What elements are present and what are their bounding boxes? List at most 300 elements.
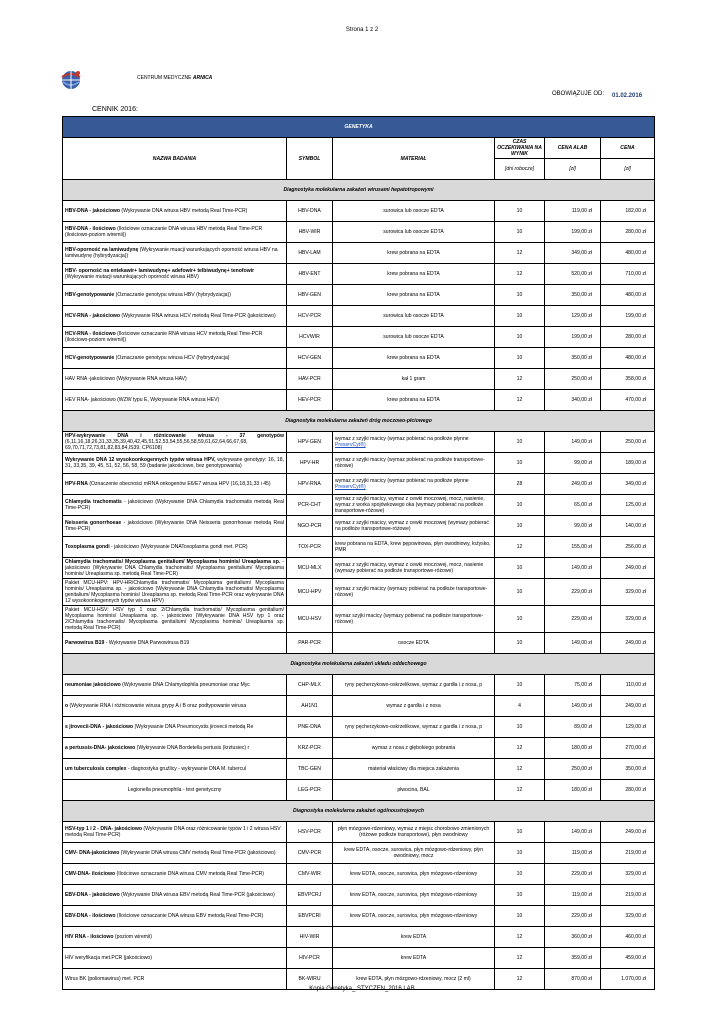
test-name-bold: EBV-DNA - jakościowo	[65, 892, 120, 898]
test-name-cell	[63, 696, 287, 717]
material-cell	[333, 948, 495, 969]
table-row	[63, 537, 655, 558]
symbol-cell: HCV-GEN	[287, 348, 333, 369]
test-name-bold: HBV- oporność na entekawir+ lamiwudynę+ adefowir+ telbiwudynę+ tenofowir	[65, 268, 255, 274]
price-cell: 480,00 zł	[601, 348, 655, 369]
test-name-bold: HPV-wykrywanie DNA i różnicowanie wirusa - 37 genotypów	[65, 433, 284, 439]
test-name-text: wykrywane genotypy: 16, 18, 31, 33,35, 39, 45, 51, 52, 56, 58, 59 (badanie jakościowe, bez genotypowania)	[65, 457, 285, 469]
price-alab-cell: 149,00 zł	[545, 432, 601, 453]
center-name-bold: ARNICA	[192, 75, 213, 81]
material-cell	[333, 474, 495, 495]
unit-alab: [zł]	[545, 159, 601, 180]
material-text: krew pobrana na EDTA	[387, 355, 440, 361]
material-cell	[333, 201, 495, 222]
material-text: wymaz z szyjki macicy (wymaz pobierać na podłoże płynne	[335, 478, 469, 484]
material-link: PreservCyt®)	[335, 484, 366, 490]
price-alab-cell: 359,00 zł	[545, 948, 601, 969]
test-name-bold: EBV-DNA - ilościowo	[65, 913, 116, 919]
wait-time-cell: 10	[495, 822, 545, 843]
price-cell: 280,00 zł	[601, 222, 655, 243]
material-cell	[333, 822, 495, 843]
test-name-cell	[63, 822, 287, 843]
col-price-header: CENA	[601, 138, 655, 159]
price-alab-cell: 149,00 zł	[545, 822, 601, 843]
section-title: Diagnostyka molekularna zakażeń dróg moczowo-płciowego	[63, 411, 655, 432]
price-alab-cell: 119,00 zł	[545, 885, 601, 906]
price-cell: 129,00 zł	[601, 717, 655, 738]
test-name-bold: CMV-DNA- ilościowo	[65, 871, 116, 877]
wait-time-cell: 12	[495, 969, 545, 990]
test-name-text: HIV weryfikacja met.PCR (jakościowo)	[65, 955, 152, 961]
material-text: wymaz z szyjki macicy (wymaz pobierać na podłoże płynne	[335, 436, 469, 442]
price-alab-cell: 155,00 zł	[545, 537, 601, 558]
test-name-cell	[63, 579, 287, 606]
price-cell: 280,00 zł	[601, 780, 655, 801]
valid-from-label: OBOWIĄZUJE OD:	[552, 91, 605, 97]
symbol-cell: HSV-PCR	[287, 822, 333, 843]
material-cell	[333, 243, 495, 264]
center-name	[137, 75, 212, 81]
price-alab-cell: 229,00 zł	[545, 606, 601, 633]
price-list-label: CENNIK 2016:	[92, 106, 138, 113]
material-cell	[333, 780, 495, 801]
material-cell	[333, 537, 495, 558]
page-footer: Kopia Genetyka_ STYCZEN_2016 LAB	[309, 986, 415, 992]
price-alab-cell: 199,00 zł	[545, 222, 601, 243]
symbol-cell: HCV-PCR	[287, 306, 333, 327]
price-cell: 249,00 zł	[601, 633, 655, 654]
symbol-cell: HBV-WIR	[287, 222, 333, 243]
symbol-cell: HIV-WIR	[287, 927, 333, 948]
wait-time-cell: 10	[495, 675, 545, 696]
test-name-cell	[63, 717, 287, 738]
test-name-text: (6,11,16,18,26,31,33,35,39,40,42,45,51,52,53,54,55,56,58,59,61,62,64,66,67,68, 69,70,71,72,73,81,82,83,84,IS39, CP6108)	[65, 439, 248, 451]
test-name-text: (Wykrywanie muacji warunkujących oporność wirusa HBV na lamiwudynę (hybrydyzacja))	[65, 247, 278, 259]
material-text: krew EDTA, osocze, surowica, płyn mózgowo-rdzeniowy	[349, 871, 478, 877]
test-name-cell	[63, 738, 287, 759]
test-name-bold: HPV-RNA	[65, 481, 88, 487]
material-text: wymaz z gardła i z nosa	[386, 703, 441, 709]
test-name-cell	[63, 675, 287, 696]
material-text: wymaz z szyjki macicy (wymaz pobierać na podłoże transportowe-różowe)	[335, 457, 485, 469]
material-cell	[333, 696, 495, 717]
test-name-bold: Chlamydia trachomatis/ Mycoplasma genitalium/ Mycoplasma hominis/ Ureaplasma sp.	[65, 559, 281, 565]
price-alab-cell: 75,00 zł	[545, 675, 601, 696]
price-cell: 480,00 zł	[601, 243, 655, 264]
price-alab-cell: 350,00 zł	[545, 348, 601, 369]
test-name-bold: HCV-RNA - jakościowo	[65, 313, 121, 319]
test-name-text: (Ilościowe oznaczanie DNA wirusa HBV metodą Real Time-PCR (ilościowo-poziom wiremii))	[65, 226, 263, 238]
section-row	[63, 801, 655, 822]
material-text: płwocina, BAL	[397, 787, 430, 793]
material-cell	[333, 675, 495, 696]
wait-time-cell: 12	[495, 369, 545, 390]
wait-time-cell: 10	[495, 579, 545, 606]
wait-time-cell: 10	[495, 222, 545, 243]
material-cell	[333, 579, 495, 606]
price-alab-cell: 149,00 zł	[545, 696, 601, 717]
price-cell: 270,00 zł	[601, 738, 655, 759]
test-name-text: (Wykrywanie DNA wirusa HBV metodą Real Time-PCR)	[120, 208, 248, 214]
symbol-cell: CMV-PCR	[287, 843, 333, 864]
table-row	[63, 306, 655, 327]
test-name-cell	[63, 285, 287, 306]
symbol-cell: CHP-MLX	[287, 675, 333, 696]
price-cell: 329,00 zł	[601, 579, 655, 606]
material-cell	[333, 369, 495, 390]
material-text: kał 1 gram	[401, 376, 426, 382]
col-name-header: NAZWA BADANIA	[63, 138, 287, 180]
test-name-cell	[63, 633, 287, 654]
symbol-cell: NGO-PCR	[287, 516, 333, 537]
test-name-bold: o	[65, 703, 69, 709]
table-row	[63, 738, 655, 759]
table-row	[63, 243, 655, 264]
table-row	[63, 606, 655, 633]
material-text: surowica lub osocze EDTA	[383, 229, 444, 235]
wait-time-cell: 10	[495, 453, 545, 474]
symbol-cell: TOX-PCR	[287, 537, 333, 558]
test-name-cell	[63, 201, 287, 222]
price-alab-cell: 149,00 zł	[545, 633, 601, 654]
center-prefix: CENTRUM MEDYCZNE	[137, 75, 192, 81]
wait-time-cell: 10	[495, 495, 545, 516]
test-name-text: Wirus BK (poliomawirus) met. PCR	[65, 976, 145, 982]
price-cell: 182,00 zł	[601, 201, 655, 222]
wait-time-cell: 10	[495, 201, 545, 222]
symbol-cell: HAV-PCR	[287, 369, 333, 390]
table-row	[63, 390, 655, 411]
section-row	[63, 180, 655, 201]
price-alab-cell: 180,00 zł	[545, 738, 601, 759]
table-row	[63, 675, 655, 696]
price-alab-cell: 99,00 zł	[545, 453, 601, 474]
material-link: PreservCyt®)	[335, 442, 366, 448]
table-title: GENETYKA	[63, 117, 655, 138]
test-name-text: - diagnostyka gruźlicy - wykrywanie DNA M. tubercul	[126, 766, 247, 772]
test-name-text: Pakiet MCU-HPV: HPV-HR/Chlamydia trachomatis/ Mycoplasma genitalium/ Mycoplasma hominis/ Ureaplasma sp. - jakościowo (Wykrywanie DNA Chlamydia trachomatis/ Mycoplasma genitalium/ Mycoplasma hominis/ Ureaplasma sp. metodą Real Time-PCR oraz wykrywanie DNA 12 wysokoonkogennych typów wirusa HPV)	[65, 580, 284, 604]
price-alab-cell: 99,00 zł	[545, 516, 601, 537]
test-name-text: (Wykrywanie DNA wirusa EBV metodą Real Time-PCR (jakościowo)	[119, 892, 275, 898]
material-cell	[333, 432, 495, 453]
table-row	[63, 948, 655, 969]
material-text: wymaz z szyjki macicy, wymaz z cewki moczowej, mocz, nasienie (wymazy pobierać na podłoże transportowe-różowe)	[335, 562, 484, 574]
test-name-bold: HSV-typ 1 i 2 - DNA- jakościowo	[65, 826, 142, 832]
arnica-logo	[58, 68, 84, 92]
price-alab-cell: 65,00 zł	[545, 495, 601, 516]
test-name-text: - jakościowo (Wykrywanie DNA Chlamydia trachomatis/ Mycoplasma genitalium/ Mycoplasma hominis/ Ureaplasma sp. metodą Real Time-PCR)	[65, 559, 284, 577]
symbol-cell: EBVPCRI	[287, 906, 333, 927]
page-number: Strona 1 z 2	[345, 27, 379, 33]
test-name-cell	[63, 906, 287, 927]
symbol-cell: HCVWIR	[287, 327, 333, 348]
material-cell	[333, 717, 495, 738]
test-name-cell	[63, 495, 287, 516]
test-name-cell	[63, 864, 287, 885]
test-name-cell	[63, 348, 287, 369]
material-cell	[333, 738, 495, 759]
valid-from-date: 01.02.2016	[612, 93, 643, 99]
wait-time-cell: 10	[495, 606, 545, 633]
price-cell: 710,00 zł	[601, 264, 655, 285]
wait-time-cell: 12	[495, 780, 545, 801]
test-name-cell	[63, 222, 287, 243]
test-name-cell	[63, 885, 287, 906]
wait-time-cell: 28	[495, 474, 545, 495]
material-text: krew pobrana na EDTA	[387, 250, 440, 256]
material-cell	[333, 264, 495, 285]
test-name-cell	[63, 516, 287, 537]
wait-time-cell: 12	[495, 738, 545, 759]
price-alab-cell: 229,00 zł	[545, 864, 601, 885]
symbol-cell: PCR-CHT	[287, 495, 333, 516]
material-cell	[333, 348, 495, 369]
wait-time-cell: 10	[495, 327, 545, 348]
test-name-bold: Neisseria gonorrhoeae	[65, 520, 122, 526]
material-cell	[333, 453, 495, 474]
wait-time-cell: 10	[495, 717, 545, 738]
wait-time-cell: 10	[495, 348, 545, 369]
symbol-cell: HPV-GEN	[287, 432, 333, 453]
test-name-text: (Wykrywanie DNA Pneumocystis jirovecii metodą Re	[133, 724, 254, 730]
test-name-text: (Wykrywanie RNA wirusa HCV metodą Real Time-PCR (jakościowo)	[120, 313, 276, 319]
test-name-cell	[63, 327, 287, 348]
test-name-text: Legionella pneumophila - test genetyczny	[127, 787, 222, 793]
table-row	[63, 696, 655, 717]
test-name-bold: CMV- DNA-jakościowo	[65, 850, 120, 856]
test-name-bold: Chlamydia trachomatis	[65, 499, 122, 505]
symbol-cell: HPV-RNA	[287, 474, 333, 495]
material-text: materiał właściwy dla miejsca zakażenia	[368, 766, 459, 772]
material-text: krew EDTA, osocze, surowica, płyn mózgowo-rdzeniowy	[349, 913, 478, 919]
price-cell: 125,00 zł	[601, 495, 655, 516]
test-name-cell	[63, 948, 287, 969]
material-cell	[333, 558, 495, 579]
test-name-bold: HCV-RNA - ilościowo	[65, 331, 116, 337]
material-text: wymaz szyjki macicy (wymazy pobierać na podłoże transportowe-różowe)	[335, 613, 484, 625]
test-name-cell	[63, 453, 287, 474]
table-row	[63, 264, 655, 285]
test-name-bold: Toxoplasma gondi	[65, 544, 110, 550]
price-cell: 249,00 zł	[601, 696, 655, 717]
symbol-cell: MCU-HSV	[287, 606, 333, 633]
test-name-text: (Wykrywanie DNA oraz różnicowanie typów 1 i 2 wirusa HSV metodą Real Time-PCR)	[65, 826, 281, 838]
section-row	[63, 411, 655, 432]
symbol-cell: HBV-GEN	[287, 285, 333, 306]
test-name-cell	[63, 306, 287, 327]
table-row	[63, 516, 655, 537]
wait-time-cell: 10	[495, 864, 545, 885]
symbol-cell: KRZ-PCR	[287, 738, 333, 759]
test-name-cell	[63, 432, 287, 453]
table-row	[63, 579, 655, 606]
price-alab-cell: 119,00 zł	[545, 201, 601, 222]
price-cell: 329,00 zł	[601, 906, 655, 927]
price-cell: 219,00 zł	[601, 843, 655, 864]
price-alab-cell: 349,00 zł	[545, 243, 601, 264]
material-cell	[333, 495, 495, 516]
test-name-text: (Wykrywanie DNA wirusa CMV metodą Real Time-PCR (jakościowo)	[119, 850, 276, 856]
price-cell: 140,00 zł	[601, 516, 655, 537]
price-cell: 358,00 zł	[601, 369, 655, 390]
table-row	[63, 558, 655, 579]
wait-time-cell: 12	[495, 948, 545, 969]
price-cell: 249,00 zł	[601, 822, 655, 843]
test-name-cell	[63, 390, 287, 411]
test-name-cell	[63, 927, 287, 948]
price-cell: 219,00 zł	[601, 885, 655, 906]
test-name-text: (Ilościowe oznaczanie DNA wirusa CMV metodą Real Time-PCR)	[115, 871, 264, 877]
material-text: krew EDTA, płyn mózgowo-rdzeniowy, mocz (2 ml)	[356, 976, 471, 982]
test-name-text: (Wykrywanie DNA Chlamydophila pneumoniae oraz Myc	[120, 682, 250, 688]
test-name-cell	[63, 474, 287, 495]
test-name-cell	[63, 243, 287, 264]
material-text: wymaz z szyjki macicy, wymaz z cewki moczowej (wymazy pobierać na podłoże transportowe-różowe)	[335, 520, 489, 532]
material-cell	[333, 906, 495, 927]
test-name-cell	[63, 264, 287, 285]
unit-time: [dni robocze]	[495, 159, 545, 180]
table-row	[63, 864, 655, 885]
material-text: osocze EDTA	[398, 640, 429, 646]
price-cell: 329,00 zł	[601, 606, 655, 633]
material-cell	[333, 285, 495, 306]
price-alab-cell: 520,00 zł	[545, 264, 601, 285]
material-cell	[333, 927, 495, 948]
col-time-header: CZAS OCZEKIWANIA NA WYNIK	[495, 138, 545, 159]
symbol-cell: CMV-WIR	[287, 864, 333, 885]
table-row	[63, 843, 655, 864]
test-name-bold: HBV-oporność na lamiwudynę	[65, 247, 139, 253]
material-text: ryny pęcherzykowo-oskrzelikowe, wymaz z gardła i z nosa, p	[344, 724, 483, 730]
section-title: Diagnostyka molekularna zakażeń wirusami hepatotropowymi	[63, 180, 655, 201]
symbol-cell: HBV-LAM	[287, 243, 333, 264]
price-cell: 189,00 zł	[601, 453, 655, 474]
material-cell	[333, 633, 495, 654]
material-text: krew pobrana na EDTA	[387, 397, 440, 403]
section-row	[63, 654, 655, 675]
symbol-cell: AH1N1	[287, 696, 333, 717]
material-cell	[333, 306, 495, 327]
test-name-bold: HIV RNA - ilościowo	[65, 934, 114, 940]
price-cell: 329,00 zł	[601, 864, 655, 885]
test-name-cell	[63, 369, 287, 390]
material-text: surowica lub osocze EDTA	[383, 313, 444, 319]
symbol-cell: LEG-PCR	[287, 780, 333, 801]
price-alab-cell: 250,00 zł	[545, 369, 601, 390]
price-alab-cell: 870,00 zł	[545, 969, 601, 990]
material-text: krew pobrana na EDTA, krew pępowinowa, płyn owodniowy, łożysko, PMR	[335, 541, 491, 553]
material-cell	[333, 327, 495, 348]
section-title: Diagnostyka molekularna zakażeń układu oddechowego	[63, 654, 655, 675]
test-name-text: HEV RNA- jakościowo (WZW typu E, Wykrywanie RNA wirusa HEV)	[65, 397, 220, 403]
material-cell	[333, 606, 495, 633]
test-name-text: (Oznaczanie genotypu wirusa HCV (hybrydyzacja)	[114, 355, 230, 361]
table-row	[63, 717, 655, 738]
price-cell: 459,00 zł	[601, 948, 655, 969]
test-name-text: (Wykrywanie DNA Bordetella pertusis (krztusiec) r	[135, 745, 250, 751]
price-alab-cell: 249,00 zł	[545, 474, 601, 495]
symbol-cell: BK-WIRU	[287, 969, 333, 990]
test-name-bold: a pertussis-DNA- jakościowo	[65, 745, 136, 751]
price-cell: 470,00 zł	[601, 390, 655, 411]
wait-time-cell: 10	[495, 432, 545, 453]
wait-time-cell: 10	[495, 306, 545, 327]
test-name-bold: HBV-DNA - jakościowo	[65, 208, 121, 214]
material-cell	[333, 864, 495, 885]
price-cell: 110,00 zł	[601, 675, 655, 696]
price-alab-cell: 229,00 zł	[545, 906, 601, 927]
price-cell: 1.070,00 zł	[601, 969, 655, 990]
material-text: krew pobrana na EDTA	[387, 271, 440, 277]
price-alab-cell: 129,00 zł	[545, 306, 601, 327]
material-cell	[333, 516, 495, 537]
price-alab-cell: 119,00 zł	[545, 843, 601, 864]
price-cell: 199,00 zł	[601, 306, 655, 327]
symbol-cell: PAR-PCR	[287, 633, 333, 654]
wait-time-cell: 12	[495, 759, 545, 780]
test-name-bold: um tuberculosis complex	[65, 766, 127, 772]
material-text: wymaz z nosa z głębokiego pobrania	[371, 745, 456, 751]
wait-time-cell: 12	[495, 243, 545, 264]
material-cell	[333, 390, 495, 411]
price-alab-cell: 350,00 zł	[545, 285, 601, 306]
table-row	[63, 369, 655, 390]
price-alab-cell: 360,00 zł	[545, 927, 601, 948]
material-cell	[333, 759, 495, 780]
test-name-text: - jakościowo (Wykrywanie DNA Neisseria gonorrhoeae metodą Real Time-PCR)	[65, 520, 284, 532]
wait-time-cell: 10	[495, 885, 545, 906]
test-name-text: (Wykrywanie mutacji warunkujących oporność wirusa HBV)	[65, 274, 199, 280]
wait-time-cell: 10	[495, 633, 545, 654]
price-cell: 349,00 zł	[601, 474, 655, 495]
test-name-cell	[63, 558, 287, 579]
test-name-text: (Oznaczenie obecności mRNA onkogenów E6/E7 wirusa HPV (16,18,31,33 i 45)	[87, 481, 271, 487]
test-name-text: - Wykrywanie DNA Parwowirusa B19	[104, 640, 190, 646]
material-text: krew EDTA	[400, 934, 427, 940]
table-row	[63, 780, 655, 801]
material-text: krew EDTA, osocze, surowica, płyn mózgowo-rdzeniowy	[349, 892, 478, 898]
symbol-cell: PNE-DNA	[287, 717, 333, 738]
wait-time-cell: 12	[495, 927, 545, 948]
price-alab-cell: 199,00 zł	[545, 327, 601, 348]
wait-time-cell: 10	[495, 906, 545, 927]
material-text: krew pobrana na EDTA	[387, 292, 440, 298]
symbol-cell: MCU-MLX	[287, 558, 333, 579]
price-table	[62, 116, 655, 990]
test-name-bold: Parwowirus B19	[65, 640, 105, 646]
material-text: surowica lub osocze EDTA	[383, 334, 444, 340]
symbol-cell: HBV-DNA	[287, 201, 333, 222]
test-name-bold: Wykrywanie DNA 12 wysokoonkogennych typów wirusa HPV,	[65, 457, 216, 463]
test-name-cell	[63, 537, 287, 558]
section-title: Diagnostyka molekularna zakażeń ogólnoustrojowych	[63, 801, 655, 822]
wait-time-cell: 12	[495, 390, 545, 411]
material-text: surowica lub osocze EDTA	[383, 208, 444, 214]
test-name-bold: s jirovecii-DNA - jakościowo	[65, 724, 134, 730]
price-cell: 249,00 zł	[601, 558, 655, 579]
material-text: ryny pęcherzykowo-oskrzelikowe, wymaz z gardła i z nosa, p	[344, 682, 483, 688]
test-name-text: HAV RNA -jakościowo (Wykrywanie RNA wirusa HAV)	[65, 376, 187, 382]
wait-time-cell: 4	[495, 696, 545, 717]
material-cell	[333, 843, 495, 864]
material-cell	[333, 222, 495, 243]
symbol-cell: HPV-HR	[287, 453, 333, 474]
test-name-text: (Ilościowe oznaczanie DNA wirusa EBV metodą Real Time-PCR)	[115, 913, 264, 919]
table-row	[63, 327, 655, 348]
table-row	[63, 201, 655, 222]
table-row	[63, 453, 655, 474]
test-name-cell	[63, 606, 287, 633]
